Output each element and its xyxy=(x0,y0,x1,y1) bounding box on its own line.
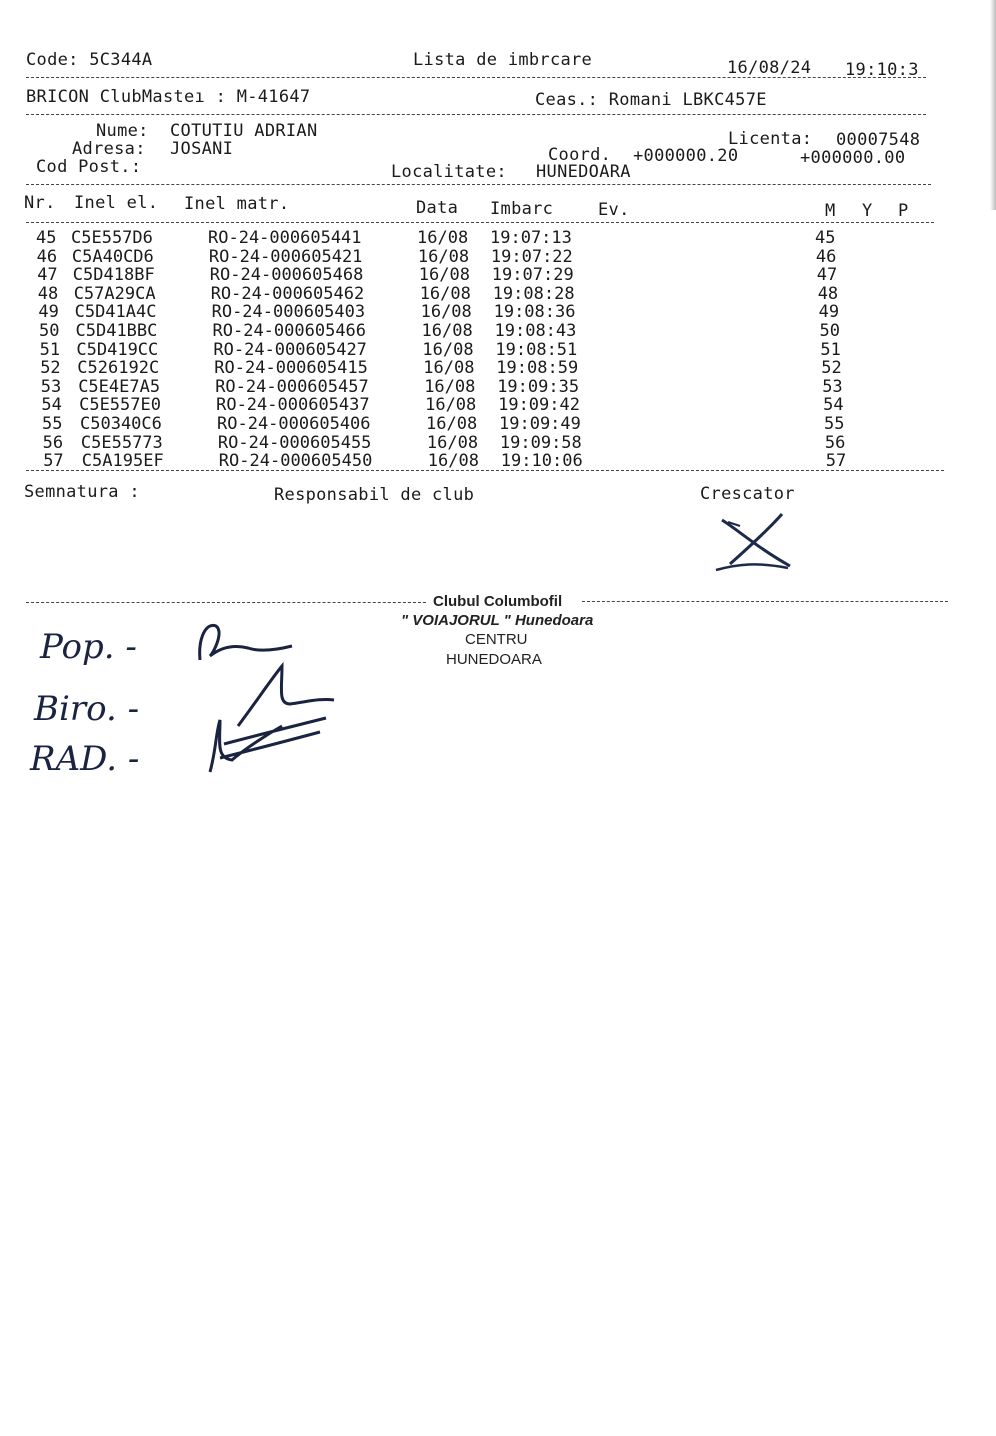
address-label: Adresa: xyxy=(72,139,146,159)
cell-data: 16/08 xyxy=(427,451,479,472)
stamp-line-2: " VOIAJORUL " Hunedoara xyxy=(401,612,594,629)
cell-data: 16/08 xyxy=(426,414,478,434)
locality-label: Localitate: xyxy=(391,162,507,182)
cell-data: 16/08 xyxy=(425,395,477,416)
cell-data: 16/08 xyxy=(419,283,471,304)
col-inel-matr: Inel matr. xyxy=(184,194,290,214)
locality-value: HUNEDOARA xyxy=(536,162,631,182)
coord-x: +000000.20 xyxy=(633,146,739,166)
table-row xyxy=(0,353,996,379)
cell-data: 16/08 xyxy=(424,376,476,397)
cell-data: 16/08 xyxy=(418,265,470,286)
table-row xyxy=(0,246,996,267)
cell-el: C5E4E7A5 xyxy=(78,376,161,397)
breeder-signature xyxy=(708,508,804,578)
stamp-line-3: CENTRU xyxy=(465,631,528,648)
license-label: Licenta: xyxy=(728,129,813,149)
cell-m: 57 xyxy=(825,451,847,472)
cell-nr: 47 xyxy=(37,265,58,286)
breeder-label: Crescator xyxy=(700,484,795,504)
cell-matr: RO-24-000605415 xyxy=(214,358,368,379)
divider xyxy=(582,601,948,602)
cell-nr: 45 xyxy=(36,228,57,248)
cell-nr: 48 xyxy=(37,283,59,304)
cell-m: 51 xyxy=(820,339,841,360)
cell-el: C5E55773 xyxy=(80,432,163,453)
cell-el: C5D419CC xyxy=(76,339,159,360)
cell-m: 48 xyxy=(817,283,839,304)
cell-el: C5A40CD6 xyxy=(71,246,154,267)
cell-m: 46 xyxy=(815,246,837,267)
cell-matr: RO-24-000605457 xyxy=(215,376,369,397)
cell-matr: RO-24-000605468 xyxy=(209,265,364,286)
owner-address: JOSANI xyxy=(170,139,234,159)
cell-data: 16/08 xyxy=(421,321,473,341)
cell-matr: RO-24-000605421 xyxy=(208,246,363,267)
cell-nr: 55 xyxy=(42,414,63,434)
cell-m: 56 xyxy=(824,432,846,453)
cell-imbarc: 19:07:22 xyxy=(490,246,573,267)
table-row xyxy=(0,442,996,472)
cell-m: 53 xyxy=(822,376,843,397)
cell-m: 49 xyxy=(818,302,840,323)
cell-imbarc: 19:09:42 xyxy=(498,395,580,416)
cell-imbarc: 19:10:06 xyxy=(500,451,583,472)
handwriting-line-2 xyxy=(33,666,334,729)
table-row xyxy=(0,370,996,397)
svg-text:RAD. -: RAD. - xyxy=(30,739,140,779)
cell-el: C5E557D6 xyxy=(71,228,153,248)
table-row xyxy=(0,424,996,453)
cell-imbarc: 19:08:51 xyxy=(495,339,578,360)
name-label: Nume: xyxy=(96,121,149,141)
cell-el: C5D41BBC xyxy=(75,321,158,341)
cell-el: C57A29CA xyxy=(73,283,156,304)
col-y: Y xyxy=(862,201,873,221)
cell-nr: 50 xyxy=(39,321,60,341)
cell-data: 16/08 xyxy=(417,228,469,248)
divider xyxy=(26,602,426,603)
document-title: Lista de imbrcare xyxy=(413,50,593,70)
cell-el: C50340C6 xyxy=(80,414,162,434)
coord-label: Coord. xyxy=(548,145,612,165)
cell-matr: RO-24-000605455 xyxy=(217,432,372,453)
coord-y: +000000.00 xyxy=(800,148,906,168)
stamp-line-4: HUNEDOARA xyxy=(446,651,542,668)
cell-data: 16/08 xyxy=(417,246,470,267)
table-row xyxy=(0,317,996,341)
cell-imbarc: 19:08:28 xyxy=(492,283,575,304)
cell-el: C5D41A4C xyxy=(74,302,157,323)
divider xyxy=(26,222,934,223)
col-ev: Ev. xyxy=(598,200,630,220)
handwritten-signatures xyxy=(20,608,350,798)
divider xyxy=(26,184,931,185)
cell-nr: 57 xyxy=(43,451,64,472)
cell-el: C526192C xyxy=(77,358,160,379)
table-row xyxy=(0,228,996,246)
code-label: Code: 5C344A xyxy=(26,50,153,70)
table-row xyxy=(0,264,996,286)
table-row xyxy=(0,299,996,323)
svg-text:Pop. -: Pop. - xyxy=(40,627,137,667)
cell-nr: 49 xyxy=(38,302,59,323)
cell-matr: RO-24-000605462 xyxy=(210,283,365,304)
divider xyxy=(26,114,926,115)
col-data: Data xyxy=(416,198,459,218)
cell-matr: RO-24-000605403 xyxy=(211,302,366,323)
cell-m: 45 xyxy=(815,228,836,248)
print-date: 16/08/24 xyxy=(727,58,812,78)
signature-label: Semnatura : xyxy=(24,482,140,502)
print-time: 19:10:3 xyxy=(845,60,919,80)
table-row xyxy=(0,406,996,434)
owner-name: COTUTIU ADRIAN xyxy=(170,121,318,141)
cell-el: C5E557E0 xyxy=(79,395,161,416)
cell-nr: 51 xyxy=(39,339,61,360)
cell-imbarc: 19:08:36 xyxy=(493,302,576,323)
cell-matr: RO-24-000605466 xyxy=(212,321,367,341)
cell-imbarc: 19:07:29 xyxy=(491,265,574,286)
license-number: 00007548 xyxy=(836,130,921,150)
svg-text:Biro. -: Biro. - xyxy=(34,689,140,729)
cell-matr: RO-24-000605450 xyxy=(218,451,373,472)
clock-label: Ceas.: Romani LBKC457E xyxy=(535,90,767,110)
cell-imbarc: 19:09:49 xyxy=(499,414,581,434)
device-label: BRICON ClubMasteı : M-41647 xyxy=(26,87,311,107)
cell-m: 47 xyxy=(816,265,838,286)
cell-data: 16/08 xyxy=(420,302,472,323)
cell-imbarc: 19:09:58 xyxy=(499,432,582,453)
table-row xyxy=(0,281,996,304)
postcode-label: Cod Post.: xyxy=(36,157,142,177)
cell-m: 55 xyxy=(824,414,845,434)
cell-matr: RO-24-000605427 xyxy=(213,339,367,360)
cell-imbarc: 19:09:35 xyxy=(497,376,580,397)
col-imbarc: Imbarc xyxy=(490,199,554,219)
divider xyxy=(26,470,944,471)
cell-m: 50 xyxy=(819,321,840,341)
cell-data: 16/08 xyxy=(423,358,475,379)
cell-imbarc: 19:07:13 xyxy=(490,228,572,248)
cell-m: 54 xyxy=(823,395,844,416)
cell-matr: RO-24-000605441 xyxy=(208,228,362,248)
cell-data: 16/08 xyxy=(422,339,474,360)
cell-imbarc: 19:08:43 xyxy=(494,321,577,341)
cell-el: C5D418BF xyxy=(72,265,155,286)
cell-m: 52 xyxy=(821,358,842,379)
club-responsible-label: Responsabil de club xyxy=(274,485,475,505)
table-row xyxy=(0,388,996,416)
cell-matr: RO-24-000605406 xyxy=(217,414,371,434)
cell-imbarc: 19:08:59 xyxy=(496,358,579,379)
cell-nr: 52 xyxy=(40,358,61,379)
cell-nr: 46 xyxy=(36,246,58,267)
page-edge-shadow xyxy=(990,0,996,210)
col-m: M xyxy=(825,201,836,221)
cell-nr: 56 xyxy=(42,432,64,453)
handwriting-line-1 xyxy=(39,625,292,667)
cell-nr: 54 xyxy=(41,395,62,416)
cell-data: 16/08 xyxy=(426,432,479,453)
col-nr: Nr. xyxy=(24,193,56,213)
divider xyxy=(26,77,926,78)
cell-el: C5A195EF xyxy=(81,451,164,472)
col-inel-el: Inel el. xyxy=(74,193,159,213)
cell-matr: RO-24-000605437 xyxy=(216,395,370,416)
cell-nr: 53 xyxy=(40,376,62,397)
col-p: P xyxy=(898,201,909,221)
table-row xyxy=(0,335,996,360)
stamp-line-1: Clubul Columbofil xyxy=(433,593,563,610)
